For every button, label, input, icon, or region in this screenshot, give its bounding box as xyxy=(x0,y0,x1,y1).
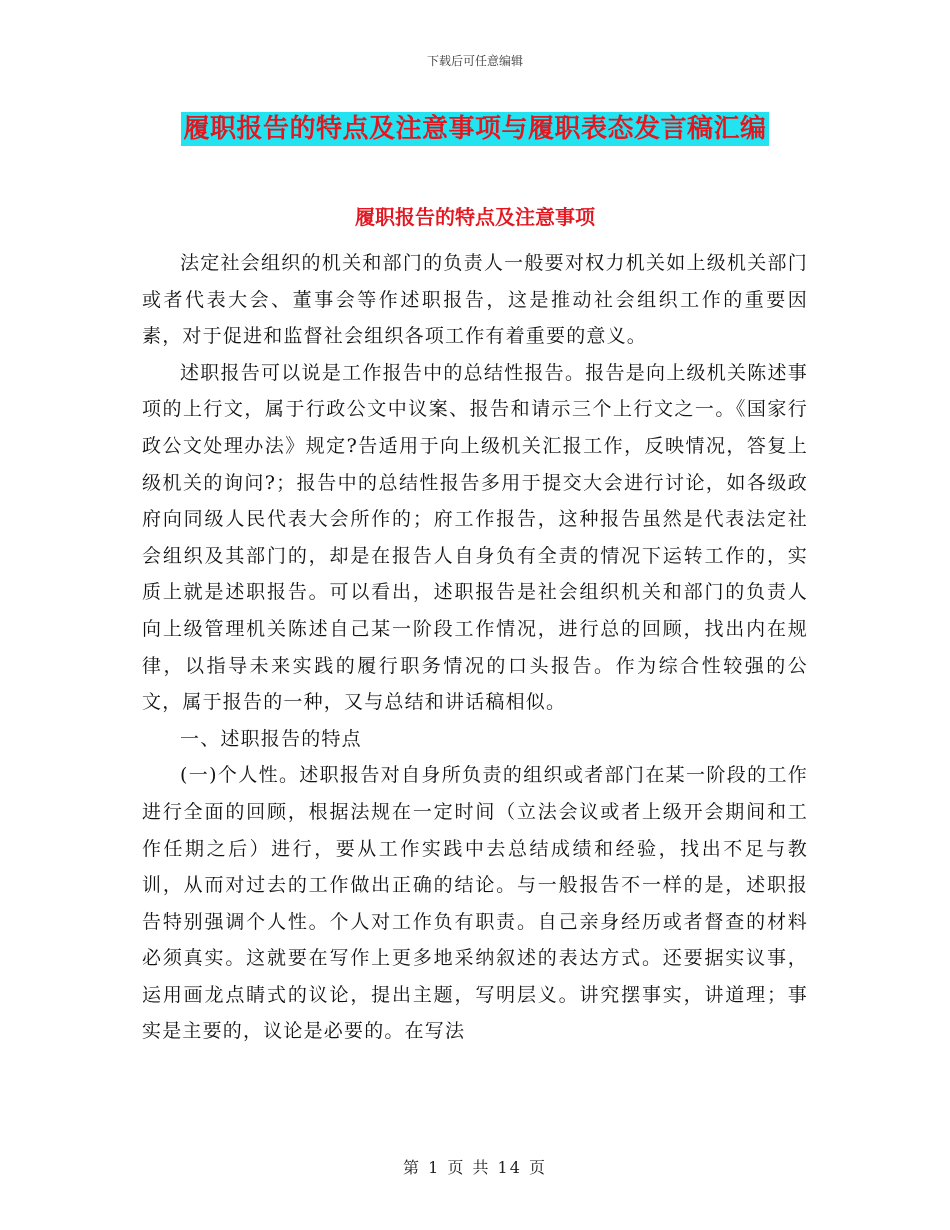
document-title-container xyxy=(0,112,950,146)
section-heading: 一、述职报告的特点 xyxy=(180,727,362,750)
paragraph: 述职报告可以说是工作报告中的总结性报告。报告是向上级机关陈述事项的上行文，属于行政公文中议案、报告和请示三个上行文之一。《国家行政公文处理办法》规定?告适用于向上级机关汇报工作，反映情况，答复上级机关的询问?；报告中的总结性报告多用于提交大会进行讨论，如各级政府向同级人民代表大会所作的；府工作报告，这种报告虽然是代表法定社会组织及其部门的，却是在报告人自身负有全责的情况下运转工作的，实质上就是述职报告。可以看出，述职报告是社会组织机关和部门的负责人向上级管理机关陈述自己某一阶段工作情况，进行总的回顾，找出内在规律，以指导未来实践的履行职务情况的口头报告。作为综合性较强的公文，属于报告的一种，又与总结和讲话稿相似。 xyxy=(142,361,808,714)
document-title: 履职报告的特点及注意事项与履职表态发言稿汇编 xyxy=(183,114,767,144)
page-number: 第 1 页 共 14 页 xyxy=(403,1158,547,1177)
page-header-note: 下载后可任意编辑 xyxy=(426,54,523,68)
paragraph: (一)个人性。述职报告对自身所负责的组织或者部门在某一阶段的工作进行全面的回顾，根据法规在一定时间（立法会议或者上级开会期间和工作任期之后）进行，要从工作实践中去总结成绩和经验，找出不足与教训，从而对过去的工作做出正确的结论。与一般报告不一样的是，述职报告特别强调个人性。个人对工作负有职责。自己亲身经历或者督查的材料必须真实。这就要在写作上更多地采纳叙述的表达方式。还要据实议事，运用画龙点睛式的议论，提出主题，写明层义。讲究摆事实，讲道理；事实是主要的，议论是必要的。在写法 xyxy=(142,764,808,1043)
section-title: 履职报告的特点及注意事项 xyxy=(355,205,595,229)
paragraph: 法定社会组织的机关和部门的负责人一般要对权力机关如上级机关部门或者代表大会、董事会等作述职报告，这是推动社会组织工作的重要因素，对于促进和监督社会组织各项工作有着重要的意义。 xyxy=(142,252,808,348)
document-body xyxy=(142,245,808,1050)
